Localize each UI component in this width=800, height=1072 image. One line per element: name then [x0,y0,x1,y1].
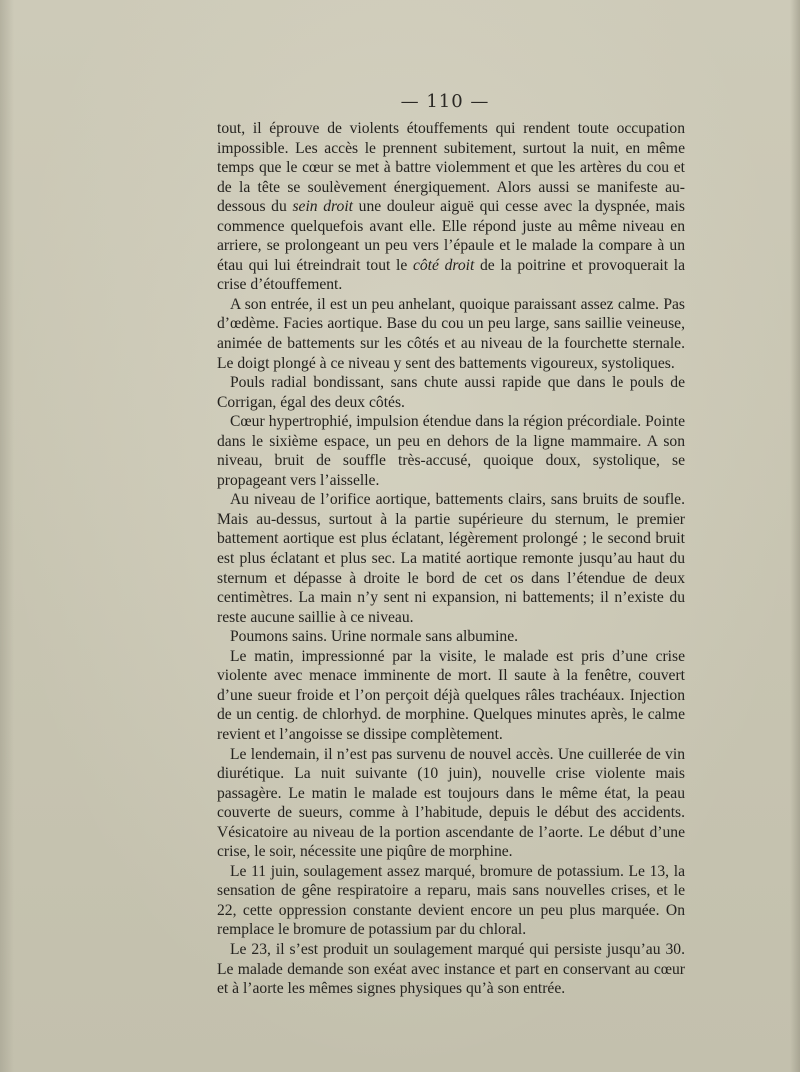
italic-run: sein droit [292,198,353,216]
paragraph-p3 [217,373,685,412]
text-run: A son entrée, il est un peu anhelant, quoique paraissant assez calme. Pas d’œdème. Facies aortique. Base du cou un peu large, sans saillie veineuse, animée de battements sur les côtés et au niveau de la fourchette sternale. Le doigt plongé à ce niveau y sent des battements vigoureux, systoliques. [217,295,685,372]
page-number: — 110 — [400,91,490,112]
text-run: de la poitrine et provoquerait la crise d’étouffement. [217,256,685,294]
text-run: Poumons sains. Urine normale sans albumine. [230,628,519,646]
paragraph-p6 [217,627,685,647]
text-run: Le 11 juin, soulagement assez marqué, bromure de potassium. Le 13, la sensation de gêne respiratoire a reparu, mais sans nouvelles crises, et le 22, cette oppression constante devient encore un peu plus marquée. On remplace le bromure de potassium par du chloral. [217,862,685,939]
paragraph-p9 [217,862,685,940]
text-run: une douleur aiguë qui cesse avec la dyspnée, mais commence quelquefois avant elle. Elle répond juste au même niveau en arriere, se prolongeant un peu vers l’épaule et le malade la compare à un étau qui lui étreindrait tout le [217,198,685,274]
paragraph-p4 [217,412,685,490]
italic-run: côté droit [412,256,475,274]
text-run: Cœur hypertrophié, impulsion étendue dans la région précordiale. Pointe dans le sixième espace, un peu en dehors de la ligne mammaire. A son niveau, bruit de souffle très-accusé, quoique doux, systolique, se propageant vers l’aisselle. [217,413,685,489]
text-run: Le matin, impressionné par la visite, le malade est pris d’une crise violente avec menace imminente de mort. Il saute à la fenêtre, couvert d’une sueur froide et l’on perçoit déjà quelques râles trachéaux. Injection de un centig. de chlorhyd. de morphine. Quelques minutes après, le calme revient et l’angoisse se dissipe complètement. [217,647,685,743]
paragraph-p5 [217,490,685,627]
page-edge-shadow-right [790,0,800,1072]
text-run: tout, il éprouve de violents étouffements qui rendent toute occupation impossible. Les accès le prennent subitement, surtout la nuit, en même temps que le cœur se met à battre violemment et que les artères du cou et de la tête se soulèvement énergiquement. Alors aussi se manifeste au-dessous du [217,120,685,216]
paragraph-p8 [217,745,685,862]
text-run: Au niveau de l’orifice aortique, battements clairs, sans bruits de soufle. Mais au-dessus, surtout à la partie supérieure du sternum, le premier battement aortique est plus éclatant, légèrement prolongé ; le second bruit est plus éclatant et plus sec. La matité aortique remonte jusqu’au haut du sternum et dépasse à droite le bord de cet os dans l’étendue de deux centimètres. La main n’y sent ni expansion, ni battements; il n’existe du reste aucune saillie à ce niveau. [217,491,685,626]
text-run: Le 23, il s’est produit un soulagement marqué qui persiste jusqu’au 30. Le malade demande son exéat avec instance et part en conservant au cœur et à l’aorte les mêmes signes physiques qu’à son entrée. [217,940,685,998]
page-edge-shadow-left [0,0,14,1072]
text-run: Pouls radial bondissant, sans chute aussi rapide que dans le pouls de Corrigan, égal des deux côtés. [217,374,685,411]
text-run: Le lendemain, il n’est pas survenu de nouvel accès. Une cuillerée de vin diurétique. La nuit suivante (10 juin), nouvelle crise violente mais passagère. Le matin le malade est toujours dans le même état, la peau couverte de sueurs, comme à l’habitude, depuis le début des accidents. Vésicatoire au niveau de la portion ascendante de l’aorte. Le début d’une crise, le soir, nécessite une piqûre de morphine. [217,745,685,861]
paragraph-p1 [217,119,685,295]
paragraph-p10 [217,940,685,999]
paragraph-p2 [217,295,685,373]
body-text [217,119,685,999]
paragraph-p7 [217,647,685,745]
